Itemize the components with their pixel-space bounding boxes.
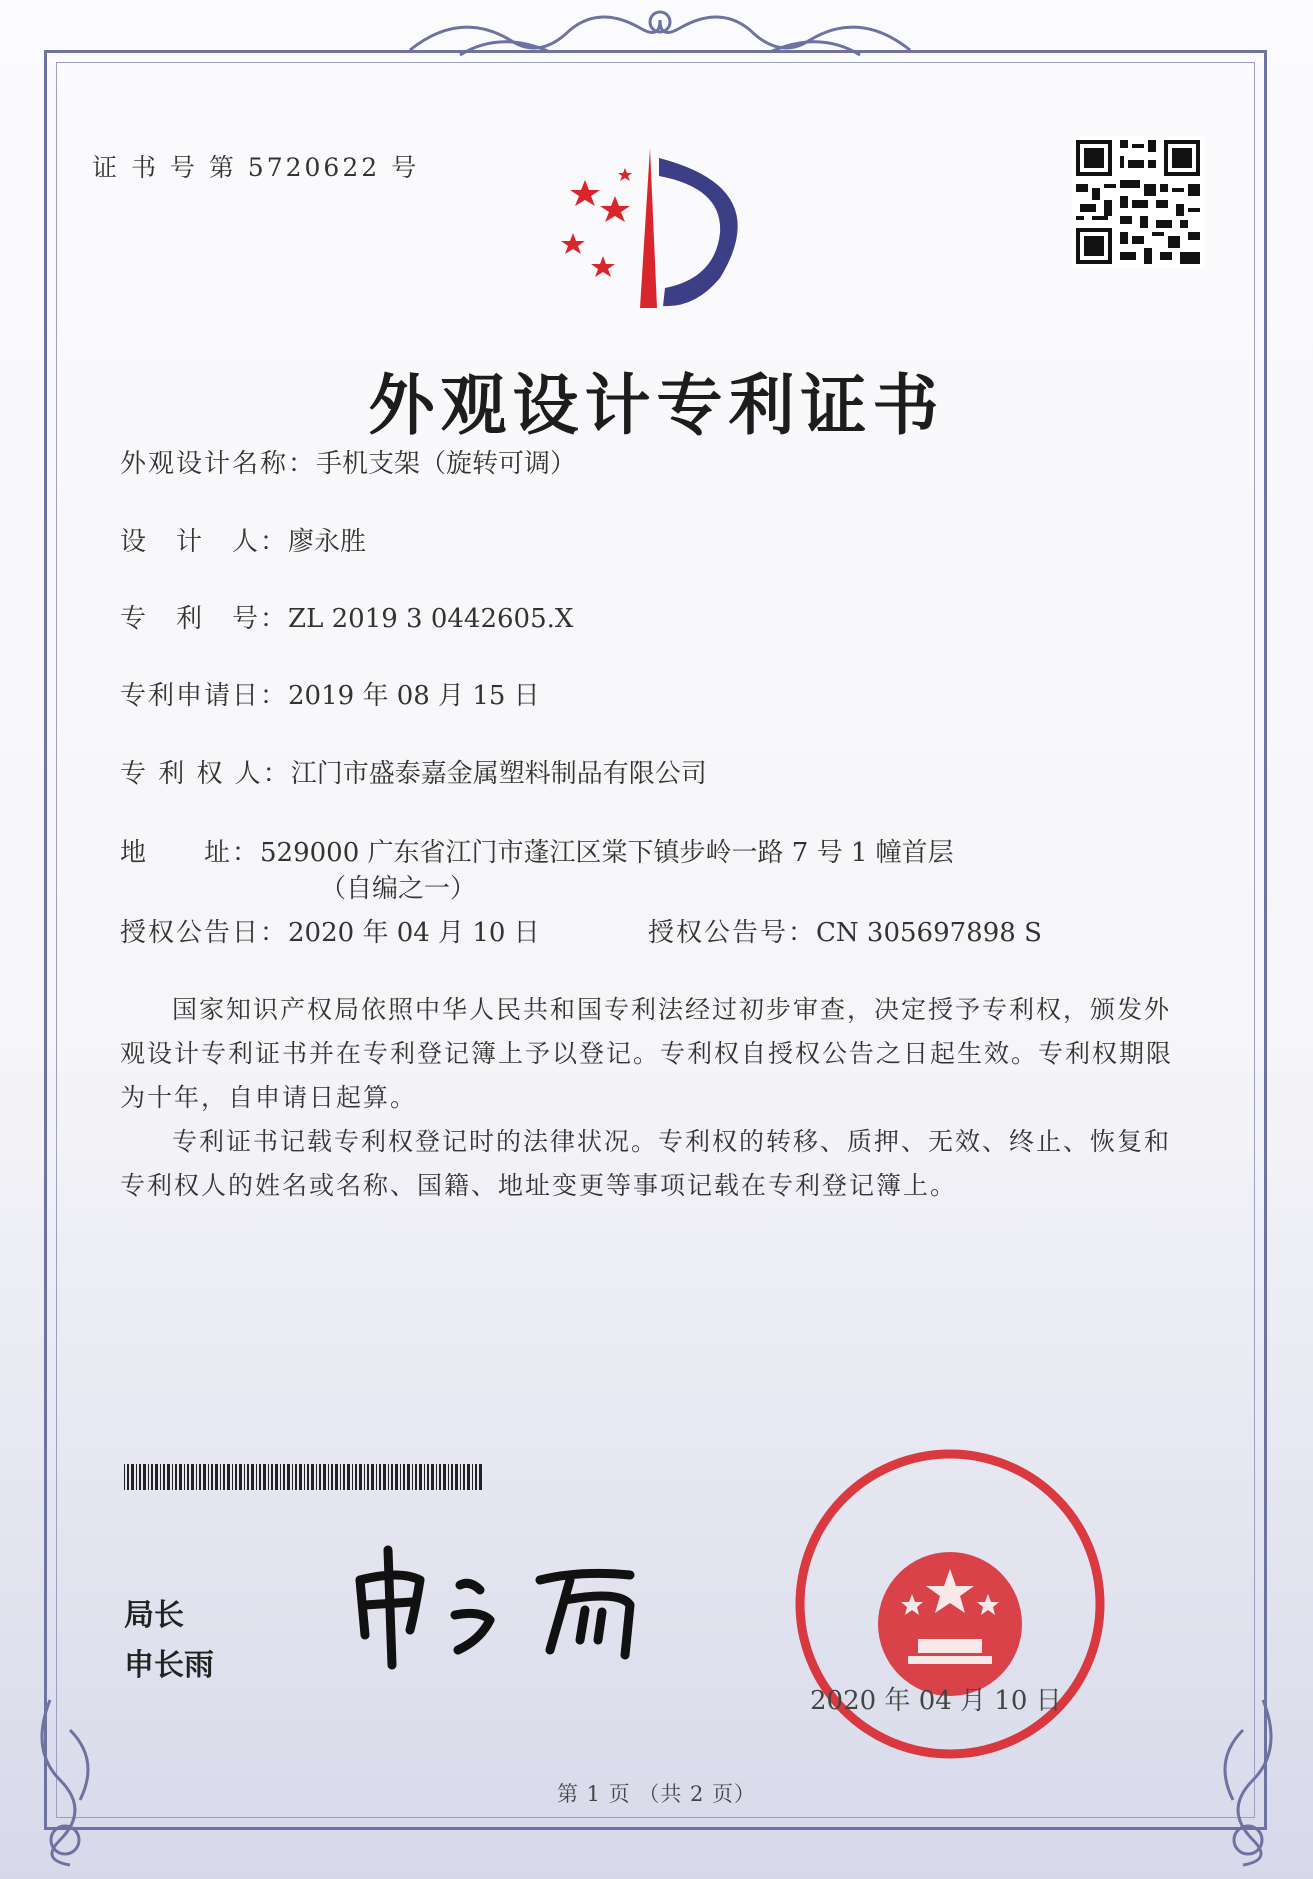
barcode-bar: [247, 1464, 249, 1490]
seal-date: 2020 年 04 月 10 日: [810, 1686, 1062, 1716]
barcode-bar: [175, 1464, 177, 1490]
signatory-title: 局长: [124, 1598, 184, 1633]
barcode-bar: [256, 1464, 257, 1490]
barcode-bar: [427, 1464, 429, 1490]
barcode-bar: [196, 1464, 197, 1490]
barcode-bar: [419, 1464, 422, 1490]
barcode-bar: [307, 1464, 309, 1490]
designer-row: [120, 521, 366, 558]
barcode-bar: [355, 1464, 357, 1490]
barcode-bar: [412, 1464, 413, 1490]
barcode-bar: [299, 1464, 302, 1490]
barcode-bar: [259, 1464, 261, 1490]
barcode-bar: [211, 1464, 213, 1490]
address-row-continued: [320, 868, 476, 905]
barcode-bar: [160, 1464, 161, 1490]
barcode-bar: [379, 1464, 381, 1490]
barcode-bar: [415, 1464, 417, 1490]
barcode-bar: [376, 1464, 377, 1490]
barcode-bar: [371, 1464, 374, 1490]
barcode-bar: [340, 1464, 341, 1490]
barcode-bar: [388, 1464, 389, 1490]
barcode-bar: [367, 1464, 369, 1490]
address-row: [120, 832, 954, 869]
patent-number-value: ZL 2019 3 0442605.X: [288, 604, 574, 634]
barcode-bar: [323, 1464, 326, 1490]
filing-date-label: 专利申请日：: [120, 681, 289, 711]
barcode-bar: [343, 1464, 345, 1490]
barcode-bar: [292, 1464, 293, 1490]
barcode-bar: [364, 1464, 365, 1490]
barcode-bar: [436, 1464, 437, 1490]
body-text: [120, 988, 1180, 1208]
barcode-bar: [124, 1464, 125, 1490]
grant-number-label: 授权公告号：: [648, 918, 817, 948]
barcode-bar: [251, 1464, 254, 1490]
barcode-bar: [155, 1464, 158, 1490]
patent-number-label: 专 利 号：: [120, 604, 289, 634]
barcode-bar: [424, 1464, 425, 1490]
design-name-label: 外观设计名称：: [120, 449, 317, 479]
barcode-bar: [304, 1464, 305, 1490]
barcode-bar: [275, 1464, 278, 1490]
barcode-bar: [136, 1464, 137, 1490]
patentee-value: 江门市盛泰嘉金属塑料制品有限公司: [290, 759, 707, 789]
barcode-bar: [460, 1464, 461, 1490]
page-footer: 第 1 页 （共 2 页）: [556, 1782, 757, 1806]
address-label: 地 址：: [120, 838, 261, 868]
barcode-bar: [451, 1464, 453, 1490]
barcode-bar: [208, 1464, 209, 1490]
barcode-bar: [448, 1464, 449, 1490]
patentee-label: 专 利 权 人：: [120, 759, 291, 789]
barcode-bar: [407, 1464, 410, 1490]
barcode-bar: [439, 1464, 441, 1490]
barcode-bar: [179, 1464, 182, 1490]
barcode-bar: [139, 1464, 141, 1490]
grant-number-value: CN 305697898 S: [816, 918, 1042, 948]
qr-code: [1072, 136, 1204, 268]
barcode-bar: [295, 1464, 297, 1490]
barcode-bar: [328, 1464, 329, 1490]
barcode-bar: [400, 1464, 401, 1490]
barcode-bar: [311, 1464, 314, 1490]
barcode-bar: [151, 1464, 153, 1490]
barcode-bar: [199, 1464, 201, 1490]
address-value-line1: 529000 广东省江门市蓬江区棠下镇步岭一路 7 号 1 幢首层: [260, 838, 954, 868]
designer-value: 廖永胜: [288, 527, 367, 557]
barcode-bar: [391, 1464, 393, 1490]
cnipa-logo: [545, 138, 760, 313]
signatory-name: 申长雨: [124, 1648, 214, 1683]
top-ornament: [400, 0, 920, 72]
barcode-bar: [316, 1464, 317, 1490]
barcode-bar: [239, 1464, 242, 1490]
barcode-bar: [191, 1464, 194, 1490]
filing-date-row: [120, 675, 540, 712]
grant-number-row: [648, 912, 1042, 949]
barcode-bar: [143, 1464, 146, 1490]
barcode-bar: [463, 1464, 465, 1490]
barcode-bar: [352, 1464, 353, 1490]
barcode-bar: [163, 1464, 165, 1490]
barcode-bar: [319, 1464, 321, 1490]
barcode-bar: [187, 1464, 189, 1490]
barcode-bar: [331, 1464, 333, 1490]
barcode-bar: [475, 1464, 477, 1490]
design-name-value: 手机支架（旋转可调）: [316, 449, 577, 479]
barcode-bar: [184, 1464, 185, 1490]
patent-number-row: [120, 598, 573, 635]
barcode-bar: [383, 1464, 386, 1490]
grant-date-row: [120, 912, 540, 949]
barcode-bar: [131, 1464, 134, 1490]
design-name-row: [120, 443, 576, 480]
barcode-bar: [263, 1464, 266, 1490]
barcode-bar: [283, 1464, 285, 1490]
grant-date-label: 授权公告日：: [120, 918, 289, 948]
barcode-bar: [403, 1464, 405, 1490]
barcode-bar: [203, 1464, 206, 1490]
barcode-bar: [472, 1464, 473, 1490]
certificate-title: 外观设计专利证书: [368, 367, 945, 444]
barcode-bar: [443, 1464, 446, 1490]
patentee-row: [120, 753, 707, 790]
body-paragraph-2: 专利证书记载专利权登记时的法律状况。专利权的转移、质押、无效、终止、恢复和专利权人的姓名或名称、国籍、地址变更等事项记载在专利登记簿上。: [120, 1127, 1172, 1200]
address-value-line2: （自编之一）: [320, 874, 477, 904]
barcode-bar: [227, 1464, 230, 1490]
handwritten-signature: [340, 1540, 660, 1670]
barcode-bar: [287, 1464, 290, 1490]
barcode-bar: [127, 1464, 129, 1490]
barcode-bar: [268, 1464, 269, 1490]
barcode-bar: [359, 1464, 362, 1490]
barcode-bar: [148, 1464, 149, 1490]
barcode-bar: [167, 1464, 170, 1490]
barcode-bar: [455, 1464, 458, 1490]
barcode-bar: [467, 1464, 470, 1490]
grant-date-value: 2020 年 04 月 10 日: [288, 918, 540, 948]
barcode-bar: [335, 1464, 338, 1490]
body-paragraph-1: 国家知识产权局依照中华人民共和国专利法经过初步审查，决定授予专利权，颁发外观设计专利证书并在专利登记簿上予以登记。专利权自授权公告之日起生效。专利权期限为十年，自申请日起算。: [120, 995, 1174, 1112]
barcode: [124, 1464, 484, 1490]
barcode-bar: [223, 1464, 225, 1490]
barcode-bar: [244, 1464, 245, 1490]
barcode-bar: [479, 1464, 482, 1490]
barcode-bar: [235, 1464, 237, 1490]
barcode-bar: [271, 1464, 273, 1490]
certificate-number: 证 书 号 第 5720622 号: [92, 153, 420, 182]
filing-date-value: 2019 年 08 月 15 日: [288, 681, 540, 711]
barcode-bar: [395, 1464, 398, 1490]
barcode-bar: [347, 1464, 350, 1490]
barcode-bar: [215, 1464, 218, 1490]
barcode-bar: [280, 1464, 281, 1490]
barcode-bar: [431, 1464, 434, 1490]
barcode-bar: [232, 1464, 233, 1490]
barcode-bar: [172, 1464, 173, 1490]
designer-label: 设 计 人：: [120, 527, 289, 557]
barcode-bar: [220, 1464, 221, 1490]
